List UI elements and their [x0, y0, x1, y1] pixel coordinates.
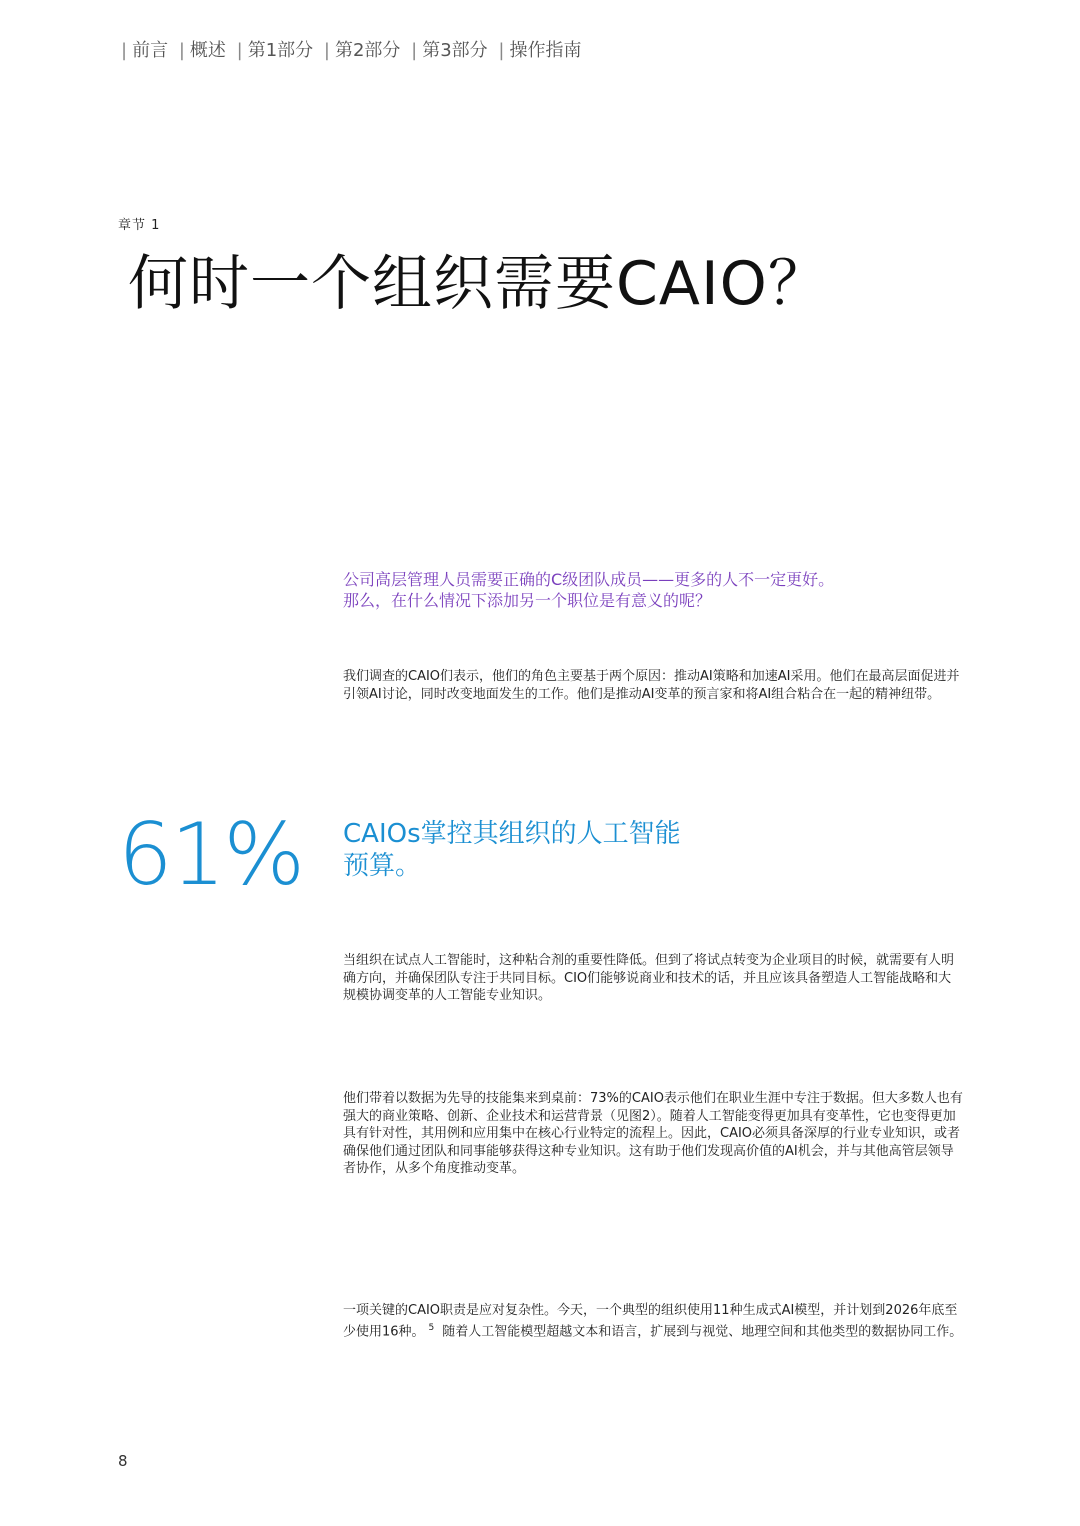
body-paragraph-4 [343, 1302, 963, 1340]
nav-separator: | [411, 40, 418, 61]
nav-separator: | [121, 40, 128, 61]
nav-item-part-1[interactable]: 第1部分 [247, 40, 314, 61]
nav-item-part-3[interactable]: 第3部分 [422, 40, 488, 61]
intro-line-1: 公司高层管理人员需要正确的C级团队成员——更多的人不一定更好。 [343, 570, 835, 589]
stat-number: 61% [118, 805, 304, 905]
nav-item-part-2[interactable]: 第2部分 [334, 40, 401, 61]
nav-item-guide[interactable]: 操作指南 [509, 40, 582, 61]
body-paragraph-2: 当组织在试点人工智能时，这种粘合剂的重要性降低。但到了将试点转变为企业项目的时候，就需要有人明确方向，并确保团队专注于共同目标。CIO们能够说商业和技术的话，并且应该具备塑造人工智能战略和大规模协调变革的人工智能专业知识。 [343, 953, 955, 1003]
nav-separator: | [236, 40, 243, 61]
chapter-label: 章节 1 [118, 218, 161, 233]
intro-callout [343, 569, 963, 611]
body-paragraph-4-part-1: 一项关键的CAIO职责是应对复杂性。今天，一个典型的组织使用11种生成式AI模型，并计划到2026年底至少使用16种。 [343, 1303, 958, 1339]
section-navigation [116, 36, 582, 62]
page-number: 8 [118, 1452, 128, 1470]
page-title: 何时一个组织需要CAIO？ [128, 249, 829, 319]
body-paragraph-1: 我们调查的CAIO们表示，他们的角色主要基于两个原因：推动AI策略和加速AI采用。他们在最高层面促进并引领AI讨论，同时改变地面发生的工作。他们是推动AI变革的预言家和将AI组合粘合在一起的精神纽带。 [343, 669, 960, 702]
body-paragraph-3: 他们带着以数据为先导的技能集来到桌前：73%的CAIO表示他们在职业生涯中专注于数据。但大多数人也有强大的商业策略、创新、企业技术和运营背景（见图2）。随着人工智能变得更加具有变革性，它也变得更加具有针对性，其用例和应用集中在核心行业特定的流程上。因此，CAIO必须具备深厚的行业专业知识，或者确保他们通过团队和同事能够获得这种专业知识。这有助于他们发现高价值的AI机会，并与其他高管层领导者协作，从多个角度推动变革。 [343, 1091, 963, 1176]
nav-separator: | [178, 40, 185, 61]
stat-text: CAIOs掌控其组织的人工智能预算。 [343, 819, 681, 881]
nav-separator: | [498, 40, 505, 61]
intro-line-2: 那么，在什么情况下添加另一个职位是有意义的呢？ [343, 591, 712, 610]
nav-item-preface[interactable]: 前言 [132, 40, 169, 61]
footnote-reference[interactable]: 5 [428, 1322, 435, 1333]
nav-separator: | [323, 40, 330, 61]
body-paragraph-4-part-2: 随着人工智能模型超越文本和语言，扩展到与视觉、地理空间和其他类型的数据协同工作。 [442, 1323, 963, 1339]
nav-item-overview[interactable]: 概述 [189, 40, 226, 61]
